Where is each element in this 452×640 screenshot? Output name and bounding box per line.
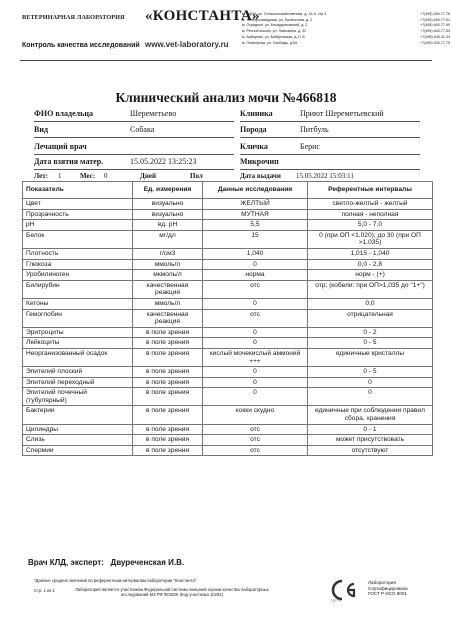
cell-indicator: Эпителий плоский	[23, 367, 133, 378]
doctor-name: Двуреченская И.В.	[110, 558, 185, 567]
cell-unit: в поле зрения	[133, 377, 203, 388]
age-months-value: 0	[104, 172, 108, 180]
table-row	[23, 367, 433, 378]
column-header-result: Данные исследования	[203, 182, 308, 199]
certification-logo-icon	[330, 578, 364, 602]
cell-unit: визуально	[133, 209, 203, 220]
cell-indicator: Уробилиноген	[23, 270, 133, 281]
cell-result: отс	[203, 280, 308, 298]
species-value: Собака	[130, 125, 155, 134]
sample-date-value: 15.05.2022 13:25:23	[130, 157, 197, 166]
cell-result: отс	[203, 445, 308, 456]
cell-reference: 0 - 5	[308, 367, 433, 378]
cell-indicator: Лейкоциты	[23, 338, 133, 349]
cell-unit: в поле зрения	[133, 388, 203, 406]
lab-subtitle: Контроль качества исследований	[22, 42, 140, 49]
branch-item: м. ВДНХ, ул. Сельскохозяйственная, д. 16 А, стр.3 +7(495) 645-77-76	[242, 12, 450, 16]
cell-indicator: Билирубин	[23, 280, 133, 298]
cell-result: ЖЕЛТЫЙ	[203, 199, 308, 210]
cell-result: 0	[203, 298, 308, 309]
cell-reference: может присутствовать	[308, 435, 433, 446]
table-row	[23, 445, 433, 456]
cell-indicator: Цвет	[23, 199, 133, 210]
cell-reference: отсутствуют	[308, 445, 433, 456]
cell-indicator: Бактерии	[23, 406, 133, 424]
cell-reference: 1,015 - 1,040	[308, 248, 433, 259]
cell-result: 15	[203, 230, 308, 248]
cell-result: 0	[203, 338, 308, 349]
cell-indicator: Гемоглобин	[23, 309, 133, 327]
table-row	[23, 298, 433, 309]
underline	[240, 154, 420, 155]
doctor-signature	[28, 558, 184, 567]
cell-result: норма	[203, 270, 308, 281]
table-row	[23, 230, 433, 248]
svg-text:ГОСТ Р: ГОСТ Р	[331, 598, 341, 602]
cell-result: 0	[203, 388, 308, 406]
column-header-indicator: Показатель	[23, 182, 133, 199]
table-row	[23, 309, 433, 327]
cell-result: кокки скудно	[203, 406, 308, 424]
table-row	[23, 327, 433, 338]
certification-text: Лаборатория Сертифицирована ГОСТ Р ИСО 9001	[368, 580, 408, 596]
cell-indicator: Прозрачность	[23, 209, 133, 220]
cell-indicator: Эпителий почечный (тубулярный)	[23, 388, 133, 406]
cell-reference: 0 - 2	[308, 327, 433, 338]
age-months-label: Мес:	[80, 172, 96, 180]
cell-indicator: Спермии	[23, 445, 133, 456]
cell-reference: отрицательная	[308, 309, 433, 327]
doctor-label: Лечащий врач	[34, 142, 87, 151]
cell-unit: качественная реакция	[133, 309, 203, 327]
breed-value: Питбуль	[300, 125, 329, 134]
underline	[240, 121, 420, 122]
cell-reference: 0,0	[308, 298, 433, 309]
cell-reference: 5,0 - 7,0	[308, 220, 433, 231]
fsvok-note: Лаборатория является участником Федеральной системы внешней оценки качества лабораторных исследований МЗ РФ ФСВОК (Код участника 10292)	[75, 587, 269, 598]
underline	[34, 169, 234, 170]
table-row	[23, 248, 433, 259]
cell-result: 0	[203, 367, 308, 378]
branch-item: м. Электрозаводская, ул. Бухвостова, д. 2 +7(495) 645-77-91	[242, 17, 450, 22]
underline	[34, 154, 234, 155]
table-header-row	[23, 182, 433, 199]
branch-item: м. Бибирево, ул. Бибиревская, д.17-Б +7(495) 645-11-34	[242, 34, 450, 39]
table-row	[23, 220, 433, 231]
nickname-label: Кличка	[240, 142, 268, 151]
issue-date-label: Дата выдачи	[240, 172, 281, 180]
cell-unit: в поле зрения	[133, 327, 203, 338]
table-row	[23, 388, 433, 406]
cell-reference: 0 - 5	[308, 338, 433, 349]
table-row	[23, 270, 433, 281]
cell-result: МУТНАЯ	[203, 209, 308, 220]
cell-unit: ед. pH	[133, 220, 203, 231]
column-header-unit: Ед. измерения	[133, 182, 203, 199]
cell-indicator: Эритроциты	[23, 327, 133, 338]
cell-result: 0	[203, 259, 308, 270]
underline	[34, 121, 234, 122]
header-divider	[20, 60, 432, 61]
table-row	[23, 348, 433, 366]
cell-reference: 0	[308, 377, 433, 388]
cell-reference: единичные кристаллы	[308, 348, 433, 366]
cell-unit: в поле зрения	[133, 338, 203, 349]
underline	[34, 137, 234, 138]
sex-label: Пол	[190, 172, 203, 180]
table-row	[23, 406, 433, 424]
page-number: Стр. 1 из 1	[34, 588, 55, 593]
cell-reference: 0,0 - 2,8	[308, 259, 433, 270]
cell-reference: норм - (+)	[308, 270, 433, 281]
owner-value: Шереметьево	[130, 109, 177, 118]
cell-unit: в поле зрения	[133, 424, 203, 435]
table-row	[23, 435, 433, 446]
sample-date-label: Дата взятия матер.	[34, 157, 104, 166]
cell-indicator: Эпителий переходный	[23, 377, 133, 388]
cell-result: 5,5	[203, 220, 308, 231]
cell-unit: в поле зрения	[133, 367, 203, 378]
cell-result: 1,040	[203, 248, 308, 259]
cell-indicator: Кетоны	[23, 298, 133, 309]
cell-reference: 0 (при ОП <1.020); до 30 (при ОП >1.035)	[308, 230, 433, 248]
cell-unit: в поле зрения	[133, 348, 203, 366]
lab-website-link[interactable]: www.vet-laboratory.ru	[145, 40, 229, 49]
cell-reference: отр; (кобели: при ОП>1,035 до "1+")	[308, 280, 433, 298]
lab-prefix: ВЕТЕРИНАРНАЯ ЛАБОРАТОРИЯ	[22, 14, 125, 21]
cell-unit: в поле зрения	[133, 445, 203, 456]
microchip-label: Микрочип	[240, 157, 279, 166]
cell-unit: мг/дл	[133, 230, 203, 248]
cell-unit: г/см3	[133, 248, 203, 259]
age-days-label: Дней	[140, 172, 156, 180]
cell-indicator: Слизь	[23, 435, 133, 446]
cell-indicator: Цилиндры	[23, 424, 133, 435]
clinic-value: Приют Шереметьевский	[300, 109, 384, 118]
table-row	[23, 377, 433, 388]
cell-indicator: pH	[23, 220, 133, 231]
cell-result: 0	[203, 327, 308, 338]
cell-indicator: Плотность	[23, 248, 133, 259]
clinic-label: Клиника	[240, 109, 273, 118]
cell-indicator: Белок	[23, 230, 133, 248]
branch-item: м. Планерная, ул. Свободы, д.65 +7(495) 003-77-75	[242, 40, 450, 45]
cell-result: отс	[203, 424, 308, 435]
cell-unit: в поле зрения	[133, 406, 203, 424]
table-row	[23, 259, 433, 270]
branch-item: м. Отрадное, ул. Бескудниковский, д. 2 +7(495) 645-77-90	[242, 23, 450, 28]
cell-unit: ммоль/л	[133, 298, 203, 309]
age-years-value: 1	[58, 172, 62, 180]
cell-reference: 0 - 1	[308, 424, 433, 435]
cell-reference: полная - неполная	[308, 209, 433, 220]
doctor-title: Врач КЛД, эксперт:	[28, 558, 104, 567]
cell-reference: единичные при соблюдении правил сбора, хранения	[308, 406, 433, 424]
owner-label: ФИО владельца	[34, 109, 93, 118]
reference-footnote: *Данные средних значений по референтным интервалам лаборатории "Константа"	[34, 578, 197, 583]
underline	[240, 137, 420, 138]
species-label: Вид	[34, 125, 48, 134]
cell-unit: визуально	[133, 199, 203, 210]
underline	[240, 169, 420, 170]
document-title: Клинический анализ мочи №466818	[115, 90, 337, 105]
cell-unit: ммоль/л	[133, 259, 203, 270]
lab-name: «КОНСТАНТА»	[145, 8, 260, 24]
nickname-value: Берис	[300, 142, 320, 151]
cell-indicator: Неорганизованный осадок	[23, 348, 133, 366]
results-table	[22, 181, 433, 456]
table-row	[23, 338, 433, 349]
cell-result: кислый мочекислый аммоний +++	[203, 348, 308, 366]
cell-indicator: Глюкоза	[23, 259, 133, 270]
cell-result: 0	[203, 377, 308, 388]
cell-unit: качественная реакция	[133, 280, 203, 298]
table-row	[23, 209, 433, 220]
cell-result: отс	[203, 309, 308, 327]
branch-list	[242, 12, 450, 46]
cell-unit: в поле зрения	[133, 435, 203, 446]
table-row	[23, 424, 433, 435]
cell-result: отс	[203, 435, 308, 446]
cell-unit: мкмоль/л	[133, 270, 203, 281]
cell-reference: светло-желтый - желтый	[308, 199, 433, 210]
table-row	[23, 280, 433, 298]
breed-label: Порода	[240, 125, 267, 134]
branch-item: м. Речной вокзал, ул. Лавочкина, д. 32 +7(495) 645-77-53	[242, 29, 450, 34]
issue-date-value: 15.05.2022 15:03:11	[296, 172, 354, 180]
cell-reference: 0	[308, 388, 433, 406]
table-row	[23, 199, 433, 210]
age-years-label: Лет:	[34, 172, 49, 180]
column-header-reference: Референтные интервалы	[308, 182, 433, 199]
